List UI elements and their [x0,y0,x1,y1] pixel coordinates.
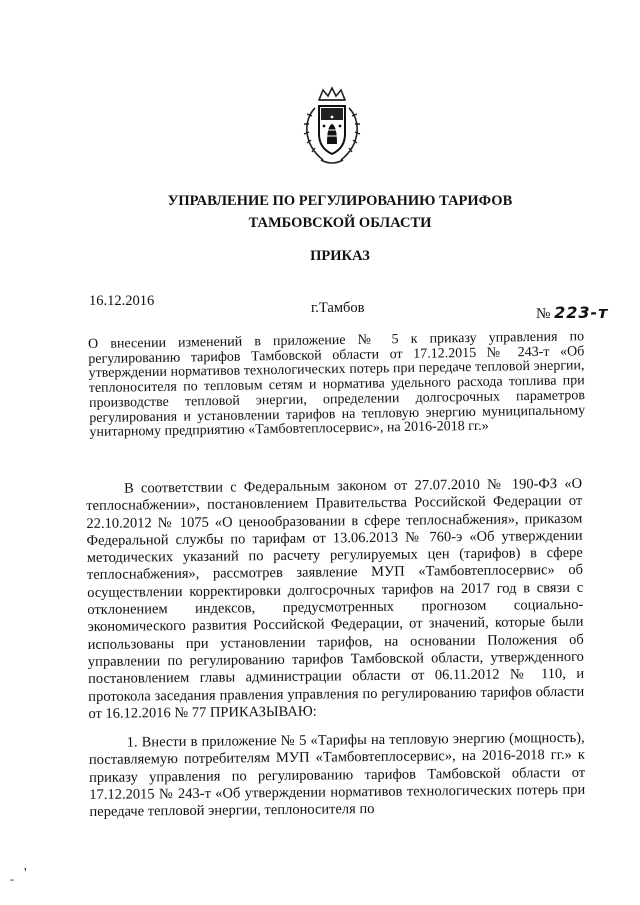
number-prefix: № [536,306,551,322]
tambov-coat-of-arms-icon [299,86,365,168]
document-date: 16.12.2016 [89,293,155,309]
document-city: г.Тамбов [311,300,365,316]
margin-mark: - [10,872,14,886]
order-body [86,476,586,822]
organization-name-line1: УПРАВЛЕНИЕ ПО РЕГУЛИРОВАНИЮ ТАРИФОВ [167,193,513,209]
order-subject: О внесении изменений в приложение № 5 к приказу управления по регулированию тарифов Тамбовской области от 17.12.2015 № 243-т «Об утверждении нормативов технологических потерь при передаче тепловой энергии, теплоносителя по тепловым сетям и норматива удельного расхода топлива при производстве тепловой энергии, определении долгосрочных параметров регулирования и установлении тарифов на тепловую энергию муниципальному унитарному предприятию «Тамбовтеплосервис», на 2016-2018 гг.» [87,329,586,441]
body-paragraph-preamble: В соответствии с Федеральным законом от 27.07.2010 № 190-ФЗ «О теплоснабжении», постановлением Правительства Российской Федерации от 22.10.2012 № 1075 «О ценообразовании в сфере теплоснабжения», приказом Федеральной службы по тарифам от 13.06.2013 № 760-э «Об утверждении методических указаний по расчету регулируемых цен (тарифов) в сфере теплоснабжения», рассмотрев заявление МУП «Тамбовтеплосервис» об осуществлении корректировки долгосрочных тарифов на 2017 год в связи с отклонением индексов, предусмотренных прогнозом социально-экономического развития Российской Федерации, от значений, которые были использованы при установлении тарифов, на основании Положения об управлении по регулированию тарифов Тамбовской области, утвержденного постановлением главы администрации области от 06.11.2012 № 110, и протокола заседания правления управления по регулированию тарифов области от 16.12.2016 № 77 ПРИКАЗЫВАЮ: [86,475,585,722]
organization-name-line2: ТАМБОВСКОЙ ОБЛАСТИ [248,215,432,231]
document-type-title: ПРИКАЗ [310,248,370,264]
margin-mark: ' [24,866,27,881]
handwritten-number: 223-т [554,303,609,322]
body-paragraph-item-1: 1. Внести в приложение № 5 «Тарифы на тепловую энергию (мощность), поставляемую потребителям МУП «Тамбовтеплосервис», на 2016-2018 гг.» к приказу управления по регулированию тарифов Тамбовской области от 17.12.2015 № 243-т «Об утверждении нормативов технологических потерь при передаче тепловой энергии, теплоносителя по [88,729,586,821]
document-number [536,303,608,323]
